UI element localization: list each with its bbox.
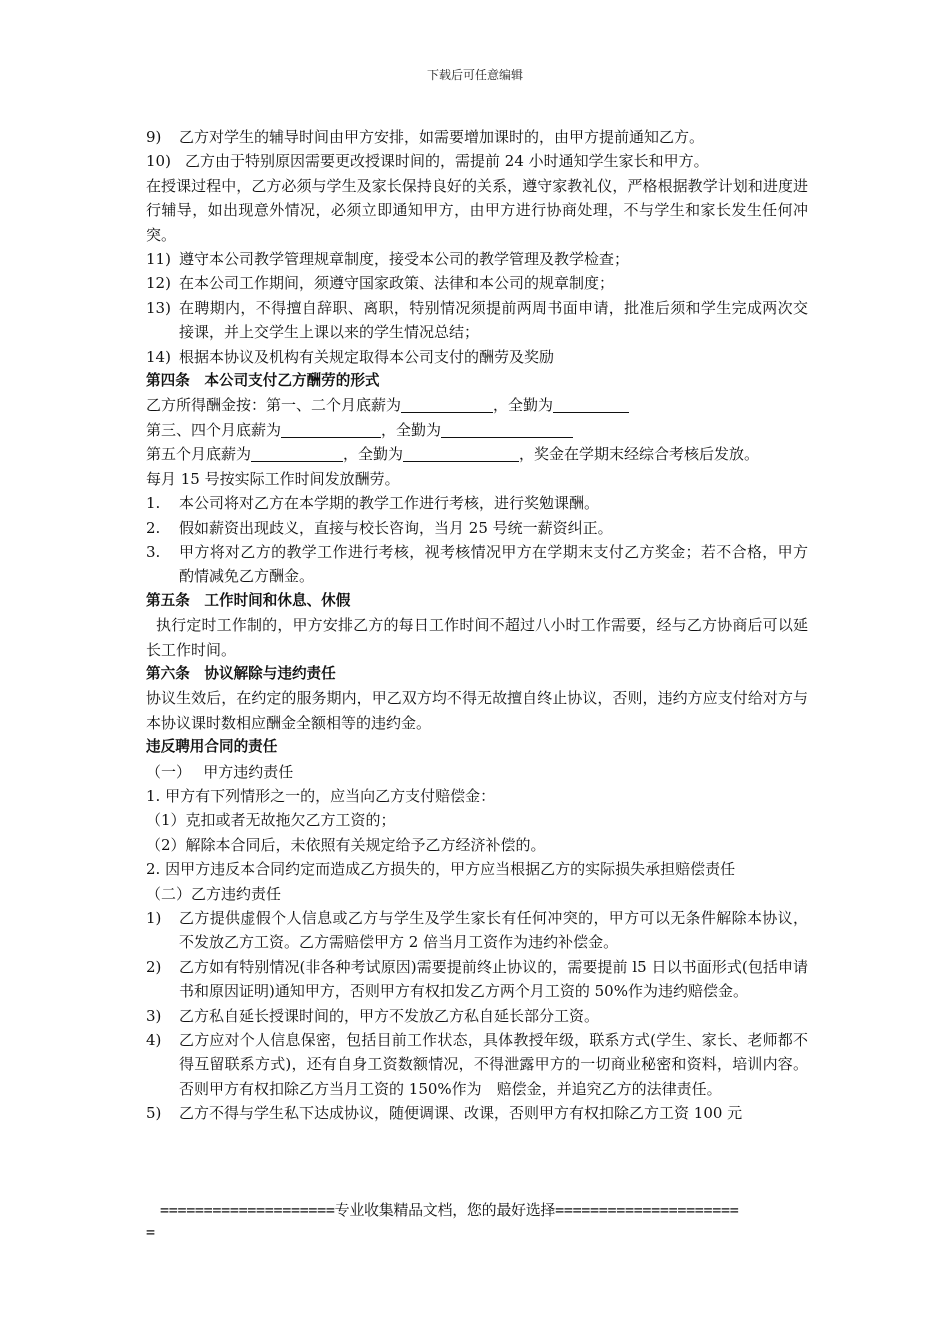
list-number: 11) bbox=[146, 250, 171, 269]
party-a-clause-1-1: （1）克扣或者无故拖欠乙方工资的； bbox=[146, 811, 396, 830]
list-text: 乙方私自延长授课时间的，甲方不发放乙方私自延长部分工资。 bbox=[179, 1006, 600, 1025]
article-4-title: 第四条 本公司支付乙方酬劳的形式 bbox=[146, 372, 380, 390]
list-text: 乙方应对个人信息保密，包括目前工作状态，具体教授年级，联系方式(学生、家长、老师都不得互留联系方式)，还有自身工资数额情况，不得泄露甲方的一切商业秘密和资料，培训内容。否则甲方有权扣除乙方当月工资的 150%作为 赔偿金，并追究乙方的法律责任。 bbox=[179, 1031, 808, 1098]
salary-label: 第三、四个月底薪为 bbox=[146, 420, 282, 439]
fill-blank[interactable] bbox=[441, 421, 573, 438]
salary-line-1 bbox=[146, 393, 808, 417]
salary-label: 第五个月底薪为 bbox=[146, 445, 252, 464]
list-text: 乙方提供虚假个人信息或乙方与学生及学生家长有任何冲突的，甲方可以无条件解除本协议，不发放乙方工资。乙方需赔偿甲方 2 倍当月工资作为违约补偿金。 bbox=[179, 909, 808, 952]
list-item bbox=[146, 906, 808, 955]
list-number: 4) bbox=[146, 1031, 162, 1050]
salary-line-3 bbox=[146, 442, 808, 466]
party-a-clause-2: 2. 因甲方违反本合同约定而造成乙方损失的，甲方应当根据乙方的实际损失承担赔偿责任 bbox=[146, 860, 736, 879]
fill-blank[interactable] bbox=[401, 396, 493, 413]
party-a-breach-title: （一） 甲方违约责任 bbox=[146, 762, 294, 781]
list-number: 5) bbox=[146, 1104, 162, 1123]
list-item bbox=[146, 491, 808, 515]
list-text: 在聘期内，不得擅自辞职、离职，特别情况须提前两周书面申请，批准后须和学生完成两次交接课，并上交学生上课以来的学生情况总结； bbox=[179, 298, 808, 342]
list-text: 遵守本公司教学管理规章制度，接受本公司的教学管理及教学检查； bbox=[179, 250, 630, 269]
list-number: 2. bbox=[146, 518, 161, 537]
salary-line-2 bbox=[146, 418, 808, 442]
page-footer bbox=[146, 1199, 808, 1243]
payday-note: 每月 15 号按实际工作时间发放酬劳。 bbox=[146, 469, 400, 488]
page-header: 下载后可任意编辑 bbox=[426, 68, 523, 82]
party-a-clause-1: 1. 甲方有下列情形之一的，应当向乙方支付赔偿金： bbox=[146, 786, 496, 805]
list-number: 3. bbox=[146, 542, 161, 561]
list-text: 乙方如有特别情况(非各种考试原因)需要提前终止协议的，需要提前 l5 日以书面形式(包括申请书和原因证明)通知甲方，否则甲方有权扣发乙方两个月工资的 50%作为违约赔偿金。 bbox=[179, 957, 808, 1001]
bonus-note: ，奖金在学期末经综合考核后发放。 bbox=[519, 445, 760, 464]
list-text: 乙方由于特别原因需要更改授课时间的，需提前 24 小时通知学生家长和甲方。 bbox=[185, 152, 709, 171]
list-number: 9) bbox=[146, 128, 162, 146]
list-text: 乙方对学生的辅导时间由甲方安排，如需要增加课时的，由甲方提前通知乙方。 bbox=[179, 128, 705, 146]
footer-line: ====================专业收集精品文档，您的最好选择===================== bbox=[160, 1201, 739, 1219]
list-item bbox=[146, 1028, 808, 1101]
list-item bbox=[146, 1004, 808, 1028]
article-6-title: 第六条 协议解除与违约责任 bbox=[146, 664, 336, 682]
attendance-label: ，全勤为 bbox=[343, 445, 404, 464]
party-a-clause-1-2: （2）解除本合同后，未依照有关规定给予乙方经济补偿的。 bbox=[146, 835, 546, 854]
list-text: 甲方将对乙方的教学工作进行考核，视考核情况甲方在学期末支付乙方奖金；若不合格，甲方酌情减免乙方酬金。 bbox=[179, 542, 808, 586]
list-number: 10) bbox=[146, 152, 171, 171]
list-item bbox=[146, 271, 808, 295]
list-item bbox=[146, 296, 808, 345]
list-item bbox=[146, 149, 808, 173]
list-number: 1) bbox=[146, 909, 162, 927]
list-item bbox=[146, 516, 808, 540]
list-number: 3) bbox=[146, 1006, 162, 1025]
list-text: 在本公司工作期间，须遵守国家政策、法律和本公司的规章制度； bbox=[179, 274, 615, 293]
list-item bbox=[146, 345, 808, 369]
list-text: 乙方不得与学生私下达成协议，随便调课、改课，否则甲方有权扣除乙方工资 100 元 bbox=[179, 1104, 743, 1123]
list-item bbox=[146, 125, 808, 149]
paragraph-teaching: 在授课过程中，乙方必须与学生及家长保持良好的关系，遵守家教礼仪，严格根据教学计划和进度进行辅导，如出现意外情况，必须立即通知甲方，由甲方进行协商处理，不与学生和家长发生任何冲突。 bbox=[146, 176, 808, 244]
fill-blank[interactable] bbox=[251, 445, 343, 462]
list-text: 假如薪资出现歧义，直接与校长咨询，当月 25 号统一薪资纠正。 bbox=[179, 518, 613, 537]
list-item bbox=[146, 955, 808, 1004]
article-6-text: 协议生效后，在约定的服务期内，甲乙双方均不得无故擅自终止协议，否则，违约方应支付给对方与本协议课时数相应酬金全额相等的违约金。 bbox=[146, 689, 808, 732]
list-item bbox=[146, 540, 808, 589]
footer-line-end: = bbox=[146, 1223, 156, 1241]
article-5-text: 执行定时工作制的，甲方安排乙方的每日工作时间不超过八小时工作需要，经与乙方协商后可以延长工作时间。 bbox=[146, 616, 808, 659]
list-text: 本公司将对乙方在本学期的教学工作进行考核，进行奖勉课酬。 bbox=[179, 494, 600, 513]
fill-blank[interactable] bbox=[553, 396, 629, 413]
attendance-label: ，全勤为 bbox=[381, 420, 442, 439]
list-text: 根据本协议及机构有关规定取得本公司支付的酬劳及奖励 bbox=[179, 347, 555, 366]
salary-label: 乙方所得酬金按：第一、二个月底薪为 bbox=[146, 396, 402, 415]
list-item bbox=[146, 247, 808, 271]
fill-blank[interactable] bbox=[281, 421, 381, 438]
article-5-title: 第五条 工作时间和休息、休假 bbox=[146, 591, 351, 609]
party-b-breach-title: （二）乙方违约责任 bbox=[146, 884, 282, 903]
list-item bbox=[146, 1101, 808, 1125]
list-number: 2) bbox=[146, 957, 162, 976]
attendance-label: ，全勤为 bbox=[493, 396, 554, 415]
list-number: 13) bbox=[146, 298, 171, 317]
breach-title: 违反聘用合同的责任 bbox=[146, 738, 278, 756]
list-number: 14) bbox=[146, 347, 171, 366]
fill-blank[interactable] bbox=[403, 445, 519, 462]
list-number: 12) bbox=[146, 274, 171, 293]
document-body bbox=[146, 125, 808, 1126]
list-number: 1. bbox=[146, 494, 161, 513]
